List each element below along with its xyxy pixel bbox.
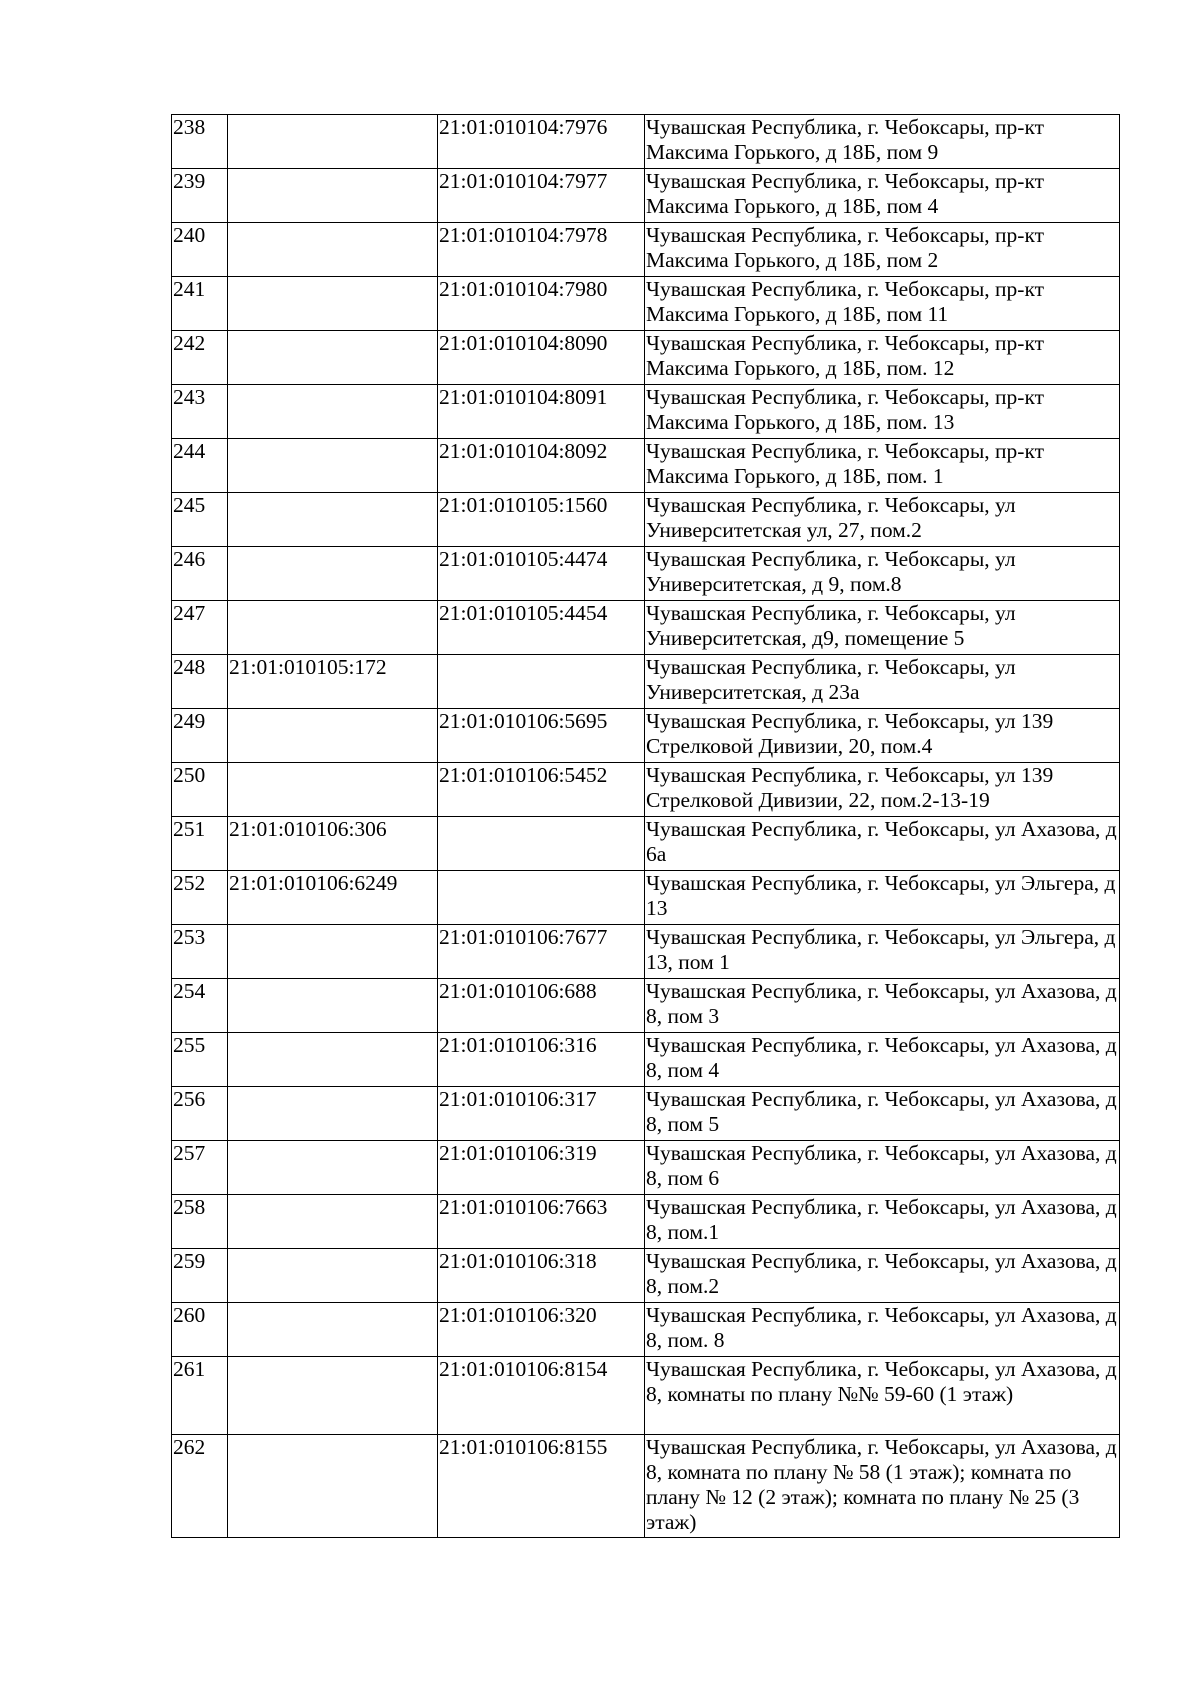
parcel-cadastral-cell: 21:01:010106:6249: [228, 871, 438, 925]
row-number-cell: 238: [172, 115, 228, 169]
room-cadastral-cell: 21:01:010106:7663: [438, 1195, 645, 1249]
room-cadastral-cell: 21:01:010106:316: [438, 1033, 645, 1087]
parcel-cadastral-cell: 21:01:010106:306: [228, 817, 438, 871]
room-cadastral-cell: 21:01:010105:4454: [438, 601, 645, 655]
address-cell: Чувашская Республика, г. Чебоксары, ул Эльгера, д 13: [645, 871, 1120, 925]
room-cadastral-cell: 21:01:010106:7677: [438, 925, 645, 979]
table-row: [172, 925, 1120, 979]
parcel-cadastral-cell: [228, 277, 438, 331]
row-number-cell: 254: [172, 979, 228, 1033]
room-cadastral-cell: 21:01:010106:5695: [438, 709, 645, 763]
parcel-cadastral-cell: [228, 763, 438, 817]
address-cell: Чувашская Республика, г. Чебоксары, пр-кт Максима Горького, д 18Б, пом 2: [645, 223, 1120, 277]
table-row: [172, 1087, 1120, 1141]
address-cell: Чувашская Республика, г. Чебоксары, пр-кт Максима Горького, д 18Б, пом. 13: [645, 385, 1120, 439]
address-cell: Чувашская Республика, г. Чебоксары, ул Ахазова, д 8, комната по плану № 58 (1 этаж); комната по плану № 12 (2 этаж); комната по плану № 25 (3 этаж): [645, 1435, 1120, 1538]
parcel-cadastral-cell: [228, 1087, 438, 1141]
address-cell: Чувашская Республика, г. Чебоксары, пр-кт Максима Горького, д 18Б, пом 11: [645, 277, 1120, 331]
row-number-cell: 251: [172, 817, 228, 871]
table-row: [172, 493, 1120, 547]
parcel-cadastral-cell: [228, 439, 438, 493]
address-cell: Чувашская Республика, г. Чебоксары, ул Ахазова, д 8, комнаты по плану №№ 59-60 (1 этаж): [645, 1357, 1120, 1435]
address-cell: Чувашская Республика, г. Чебоксары, пр-кт Максима Горького, д 18Б, пом 9: [645, 115, 1120, 169]
table-row: [172, 1141, 1120, 1195]
table-row: [172, 1249, 1120, 1303]
parcel-cadastral-cell: [228, 1141, 438, 1195]
row-number-cell: 242: [172, 331, 228, 385]
row-number-cell: 244: [172, 439, 228, 493]
row-number-cell: 248: [172, 655, 228, 709]
address-cell: Чувашская Республика, г. Чебоксары, пр-кт Максима Горького, д 18Б, пом. 12: [645, 331, 1120, 385]
room-cadastral-cell: 21:01:010104:8092: [438, 439, 645, 493]
address-cell: Чувашская Республика, г. Чебоксары, ул Эльгера, д 13, пом 1: [645, 925, 1120, 979]
parcel-cadastral-cell: [228, 385, 438, 439]
room-cadastral-cell: 21:01:010105:1560: [438, 493, 645, 547]
table-row: [172, 601, 1120, 655]
table-row: [172, 763, 1120, 817]
table-row: [172, 115, 1120, 169]
room-cadastral-cell: 21:01:010104:7978: [438, 223, 645, 277]
room-cadastral-cell: 21:01:010106:688: [438, 979, 645, 1033]
row-number-cell: 245: [172, 493, 228, 547]
room-cadastral-cell: 21:01:010106:8155: [438, 1435, 645, 1538]
room-cadastral-cell: 21:01:010104:7980: [438, 277, 645, 331]
row-number-cell: 250: [172, 763, 228, 817]
address-cell: Чувашская Республика, г. Чебоксары, ул Ахазова, д 8, пом 5: [645, 1087, 1120, 1141]
address-cell: Чувашская Республика, г. Чебоксары, ул Ахазова, д 6а: [645, 817, 1120, 871]
room-cadastral-cell: 21:01:010106:317: [438, 1087, 645, 1141]
row-number-cell: 249: [172, 709, 228, 763]
address-cell: Чувашская Республика, г. Чебоксары, ул 139 Стрелковой Дивизии, 20, пом.4: [645, 709, 1120, 763]
table-row: [172, 1435, 1120, 1538]
parcel-cadastral-cell: [228, 709, 438, 763]
parcel-cadastral-cell: [228, 601, 438, 655]
parcel-cadastral-cell: [228, 1249, 438, 1303]
row-number-cell: 243: [172, 385, 228, 439]
table-row: [172, 1195, 1120, 1249]
row-number-cell: 255: [172, 1033, 228, 1087]
table-row: [172, 439, 1120, 493]
table-row: [172, 385, 1120, 439]
row-number-cell: 256: [172, 1087, 228, 1141]
parcel-cadastral-cell: [228, 1195, 438, 1249]
row-number-cell: 260: [172, 1303, 228, 1357]
address-cell: Чувашская Республика, г. Чебоксары, ул Ахазова, д 8, пом.1: [645, 1195, 1120, 1249]
table-row: [172, 547, 1120, 601]
row-number-cell: 253: [172, 925, 228, 979]
address-cell: Чувашская Республика, г. Чебоксары, ул Ахазова, д 8, пом 4: [645, 1033, 1120, 1087]
room-cadastral-cell: [438, 871, 645, 925]
row-number-cell: 246: [172, 547, 228, 601]
parcel-cadastral-cell: [228, 1033, 438, 1087]
address-cell: Чувашская Республика, г. Чебоксары, ул Университетская, д 9, пом.8: [645, 547, 1120, 601]
room-cadastral-cell: 21:01:010106:8154: [438, 1357, 645, 1435]
parcel-cadastral-cell: [228, 115, 438, 169]
parcel-cadastral-cell: [228, 979, 438, 1033]
table-row: [172, 1303, 1120, 1357]
room-cadastral-cell: 21:01:010105:4474: [438, 547, 645, 601]
room-cadastral-cell: 21:01:010106:5452: [438, 763, 645, 817]
table-row: [172, 655, 1120, 709]
parcel-cadastral-cell: [228, 925, 438, 979]
table-row: [172, 277, 1120, 331]
address-cell: Чувашская Республика, г. Чебоксары, ул Университетская, д9, помещение 5: [645, 601, 1120, 655]
room-cadastral-cell: 21:01:010104:8091: [438, 385, 645, 439]
parcel-cadastral-cell: [228, 493, 438, 547]
row-number-cell: 262: [172, 1435, 228, 1538]
address-cell: Чувашская Республика, г. Чебоксары, ул Университетская, д 23а: [645, 655, 1120, 709]
address-cell: Чувашская Республика, г. Чебоксары, ул Ахазова, д 8, пом. 8: [645, 1303, 1120, 1357]
room-cadastral-cell: [438, 655, 645, 709]
parcel-cadastral-cell: [228, 1435, 438, 1538]
room-cadastral-cell: 21:01:010104:7977: [438, 169, 645, 223]
room-cadastral-cell: 21:01:010106:318: [438, 1249, 645, 1303]
table-row: [172, 1033, 1120, 1087]
row-number-cell: 259: [172, 1249, 228, 1303]
table-row: [172, 817, 1120, 871]
table-row: [172, 709, 1120, 763]
address-cell: Чувашская Республика, г. Чебоксары, ул Ахазова, д 8, пом 3: [645, 979, 1120, 1033]
row-number-cell: 240: [172, 223, 228, 277]
row-number-cell: 258: [172, 1195, 228, 1249]
property-registry-table: [171, 114, 1120, 1538]
table-row: [172, 169, 1120, 223]
row-number-cell: 252: [172, 871, 228, 925]
room-cadastral-cell: 21:01:010104:8090: [438, 331, 645, 385]
parcel-cadastral-cell: [228, 223, 438, 277]
table-row: [172, 871, 1120, 925]
parcel-cadastral-cell: [228, 1303, 438, 1357]
room-cadastral-cell: [438, 817, 645, 871]
room-cadastral-cell: 21:01:010104:7976: [438, 115, 645, 169]
table-row: [172, 1357, 1120, 1435]
row-number-cell: 247: [172, 601, 228, 655]
room-cadastral-cell: 21:01:010106:320: [438, 1303, 645, 1357]
address-cell: Чувашская Республика, г. Чебоксары, пр-кт Максима Горького, д 18Б, пом 4: [645, 169, 1120, 223]
parcel-cadastral-cell: [228, 547, 438, 601]
address-cell: Чувашская Республика, г. Чебоксары, ул 139 Стрелковой Дивизии, 22, пом.2-13-19: [645, 763, 1120, 817]
row-number-cell: 241: [172, 277, 228, 331]
parcel-cadastral-cell: [228, 331, 438, 385]
address-cell: Чувашская Республика, г. Чебоксары, ул Ахазова, д 8, пом 6: [645, 1141, 1120, 1195]
address-cell: Чувашская Республика, г. Чебоксары, ул Ахазова, д 8, пом.2: [645, 1249, 1120, 1303]
parcel-cadastral-cell: 21:01:010105:172: [228, 655, 438, 709]
table-row: [172, 223, 1120, 277]
row-number-cell: 257: [172, 1141, 228, 1195]
address-cell: Чувашская Республика, г. Чебоксары, пр-кт Максима Горького, д 18Б, пом. 1: [645, 439, 1120, 493]
row-number-cell: 239: [172, 169, 228, 223]
parcel-cadastral-cell: [228, 169, 438, 223]
room-cadastral-cell: 21:01:010106:319: [438, 1141, 645, 1195]
table-row: [172, 331, 1120, 385]
address-cell: Чувашская Республика, г. Чебоксары, ул Университетская ул, 27, пом.2: [645, 493, 1120, 547]
parcel-cadastral-cell: [228, 1357, 438, 1435]
table-row: [172, 979, 1120, 1033]
row-number-cell: 261: [172, 1357, 228, 1435]
